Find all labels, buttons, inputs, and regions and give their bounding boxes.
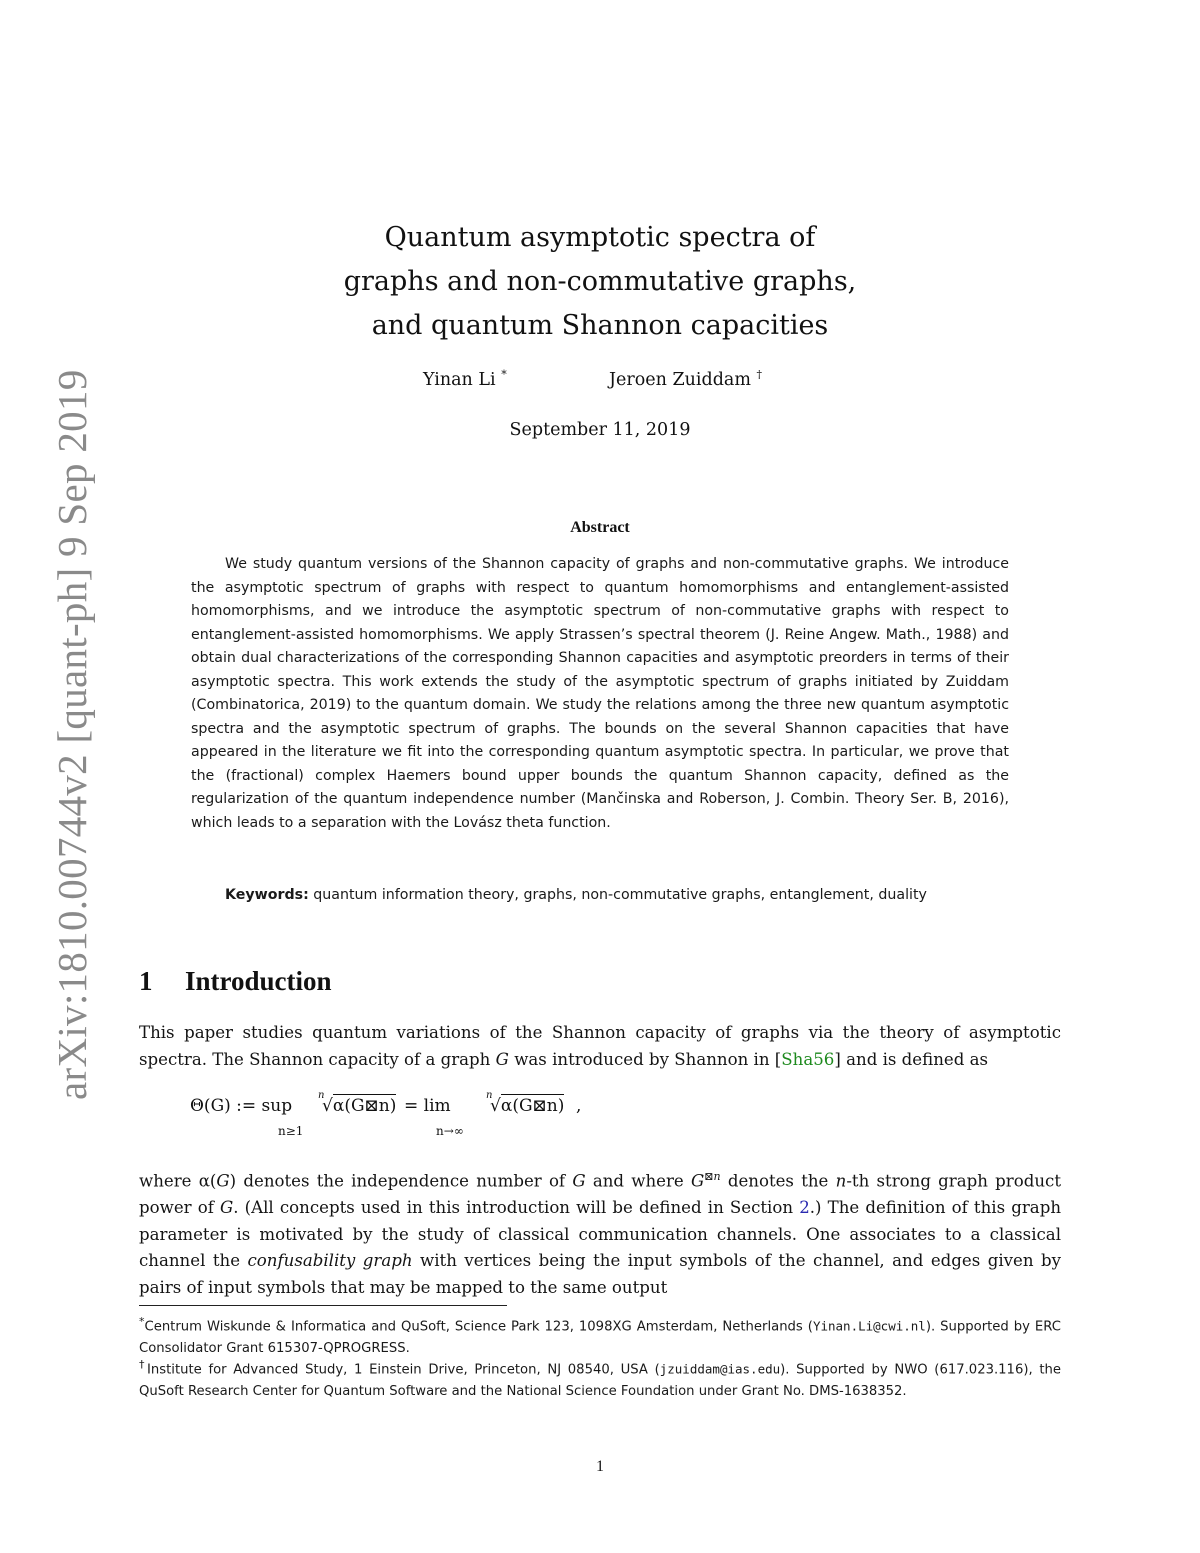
keywords-list: quantum information theory, graphs, non-commutative graphs, entanglement, duality (313, 887, 927, 903)
paper-title (0, 216, 1200, 348)
title-line-2: graphs and non-commutative graphs, (343, 266, 857, 297)
footnote-2: †Institute for Advanced Study, 1 Einstein Drive, Princeton, NJ 08540, USA (jzuiddam@ias.edu). Supported by NWO (617.023.116), the QuSoft Research Center for Quantum Software and the National Science Foundation under Grant No. DMS-1638352. (139, 1358, 1061, 1399)
citation-link-sha56[interactable]: Sha56 (781, 1049, 835, 1069)
sup-subscript: n≥1 (278, 1124, 304, 1138)
keywords-label: Keywords: (225, 887, 309, 903)
intro-paragraph-2: where α(G) denotes the independence number of G and where $G^{⊠n}$ denotes the n-th strong graph product power of G. (All concepts used in this introduction will be defined in Section 2.) The definition of this graph parameter is motivated by the study of classical communication channels. One associates to a classical channel the confusability graph with vertices being the input symbols of the channel, and edges given by pairs of input symbols that may be mapped to the same output (139, 1170, 1062, 1297)
emphasis-confusability-graph: confusability graph (247, 1251, 413, 1271)
equation-equals-lim: = lim (404, 1096, 451, 1116)
author-name: Jeroen Zuiddam (609, 369, 751, 390)
email-link-jeroen[interactable]: jzuiddam@ias.edu (659, 1361, 781, 1377)
author-yinan-li (423, 368, 507, 390)
footnote-mark[interactable]: † (756, 368, 763, 381)
abstract-text: We study quantum versions of the Shannon capacity of graphs and non-commutative graphs. We introduce the asymptotic spectrum of graphs with respect to quantum homomorphisms and entanglement-assisted homomorphisms, and we introduce the asymptotic spectrum of non-commutative graphs with respect to entanglement-assisted homomorphisms. We apply Strassen’s spectral theorem (J. Reine Angew. Math., 1988) and obtain dual characterizations of the corresponding Shannon capacities and asymptotic preorders in terms of their asymptotic spectra. This work extends the study of the asymptotic spectrum of graphs initiated by Zuiddam (Combinatorica, 2019) to the quantum domain. We study the relations among the three new quantum asymptotic spectra and the asymptotic spectrum of graphs. The bounds on the several Shannon capacities that have appeared in the literature we fit into the corresponding quantum asymptotic spectra. In particular, we prove that the (fractional) complex Haemers bound upper bounds the quantum Shannon capacity, defined as the regularization of the quantum independence number (Mančinska and Roberson, J. Combin. Theory Ser. B, 2016), which leads to a separation with the Lovász theta function. (191, 556, 1009, 831)
nth-root-2: n √α(G⊠n) (486, 1090, 565, 1116)
title-line-1: Quantum asymptotic spectra of (384, 222, 816, 253)
section-ref-link[interactable]: 2 (799, 1198, 810, 1218)
footnote-1: *Centrum Wiskunde & Informatica and QuSoft, Science Park 123, 1098XG Amsterdam, Netherlands (Yinan.Li@cwi.nl). Supported by ERC Consolidator Grant 615307-QPROGRESS. (139, 1315, 1061, 1356)
nth-root-1: n √α(G⊠n) (318, 1090, 397, 1116)
title-line-3: and quantum Shannon capacities (371, 310, 829, 341)
author-list (0, 368, 1200, 392)
footnote-mark[interactable]: * (501, 368, 507, 381)
equation-tail: , (576, 1096, 582, 1116)
section-title: Introduction (185, 966, 332, 996)
author-name: Yinan Li (423, 369, 496, 390)
equation-lhs: Θ(G) := sup (190, 1096, 293, 1116)
author-jeroen-zuiddam (609, 368, 762, 390)
keywords-line (191, 884, 1009, 908)
section-number: 1 (139, 966, 153, 996)
footnote-divider (139, 1305, 507, 1306)
lim-subscript: n→∞ (436, 1124, 464, 1138)
abstract-heading: Abstract (570, 519, 630, 536)
email-link-yinan[interactable]: Yinan.Li@cwi.nl (812, 1318, 926, 1334)
shannon-capacity-equation (190, 1090, 610, 1144)
arxiv-identifier-stamp: arXiv:1810.00744v2 [quant-ph] 9 Sep 2019 (49, 369, 95, 1100)
intro-paragraph-1: This paper studies quantum variations of the Shannon capacity of graphs via the theory of asymptotic spectra. The Shannon capacity of a graph G was introduced by Shannon in [Sha56] and is defined as (139, 1023, 1061, 1069)
section-heading-introduction (139, 966, 332, 997)
page-number: 1 (596, 1458, 604, 1475)
paper-date: September 11, 2019 (509, 420, 691, 440)
